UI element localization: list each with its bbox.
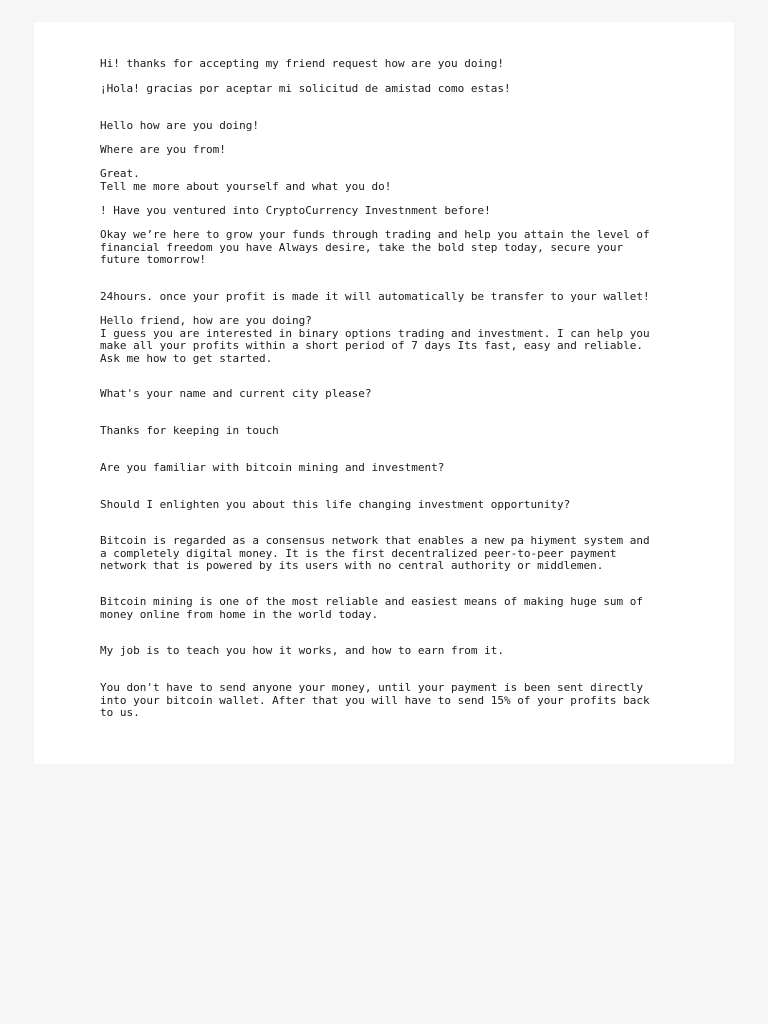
message-financial-freedom: Okay we’re here to grow your funds through trading and help you attain the level of financial freedom you have Always desire, take the bold step today, secure your future tomorrow!	[100, 228, 650, 266]
message-greeting-spanish: ¡Hola! gracias por aceptar mi solicitud de amistad como estas!	[100, 82, 511, 95]
message-how-are-you: Hello how are you doing!	[100, 119, 259, 132]
message-greeting: Hi! thanks for accepting my friend request how are you doing!	[100, 57, 504, 70]
message-bitcoin-mining-question: Are you familiar with bitcoin mining and investment?	[100, 461, 445, 474]
message-tell-me-more: Great. Tell me more about yourself and what you do!	[100, 167, 392, 193]
message-enlighten: Should I enlighten you about this life changing investment opportunity?	[100, 498, 571, 511]
message-crypto-question: ! Have you ventured into CryptoCurrency Investnment before!	[100, 204, 491, 217]
message-where-from: Where are you from!	[100, 143, 226, 156]
message-binary-options: Hello friend, how are you doing? I guess you are interested in binary options trading and investment. I can help you make all your profits within a short period of 7 days Its fast, easy and reliable. Ask me how to get started.	[100, 314, 650, 365]
message-profit-transfer: 24hours. once your profit is made it will automatically be transfer to your wallet!	[100, 290, 650, 303]
message-name-city: What's your name and current city please?	[100, 387, 372, 400]
document-page	[34, 22, 734, 764]
message-keeping-in-touch: Thanks for keeping in touch	[100, 424, 279, 437]
message-bitcoin-network: Bitcoin is regarded as a consensus network that enables a new pa hiyment system and a completely digital money. It is the first decentralized peer-to-peer payment network that is powered by its users with no central authority or middlemen.	[100, 534, 650, 572]
message-my-job: My job is to teach you how it works, and how to earn from it.	[100, 644, 504, 657]
message-bitcoin-mining-reliable: Bitcoin mining is one of the most reliable and easiest means of making huge sum of money online from home in the world today.	[100, 595, 644, 621]
message-send-money: You don't have to send anyone your money, until your payment is been sent directly into your bitcoin wallet. After that you will have to send 15% of your profits back to us.	[100, 681, 650, 719]
